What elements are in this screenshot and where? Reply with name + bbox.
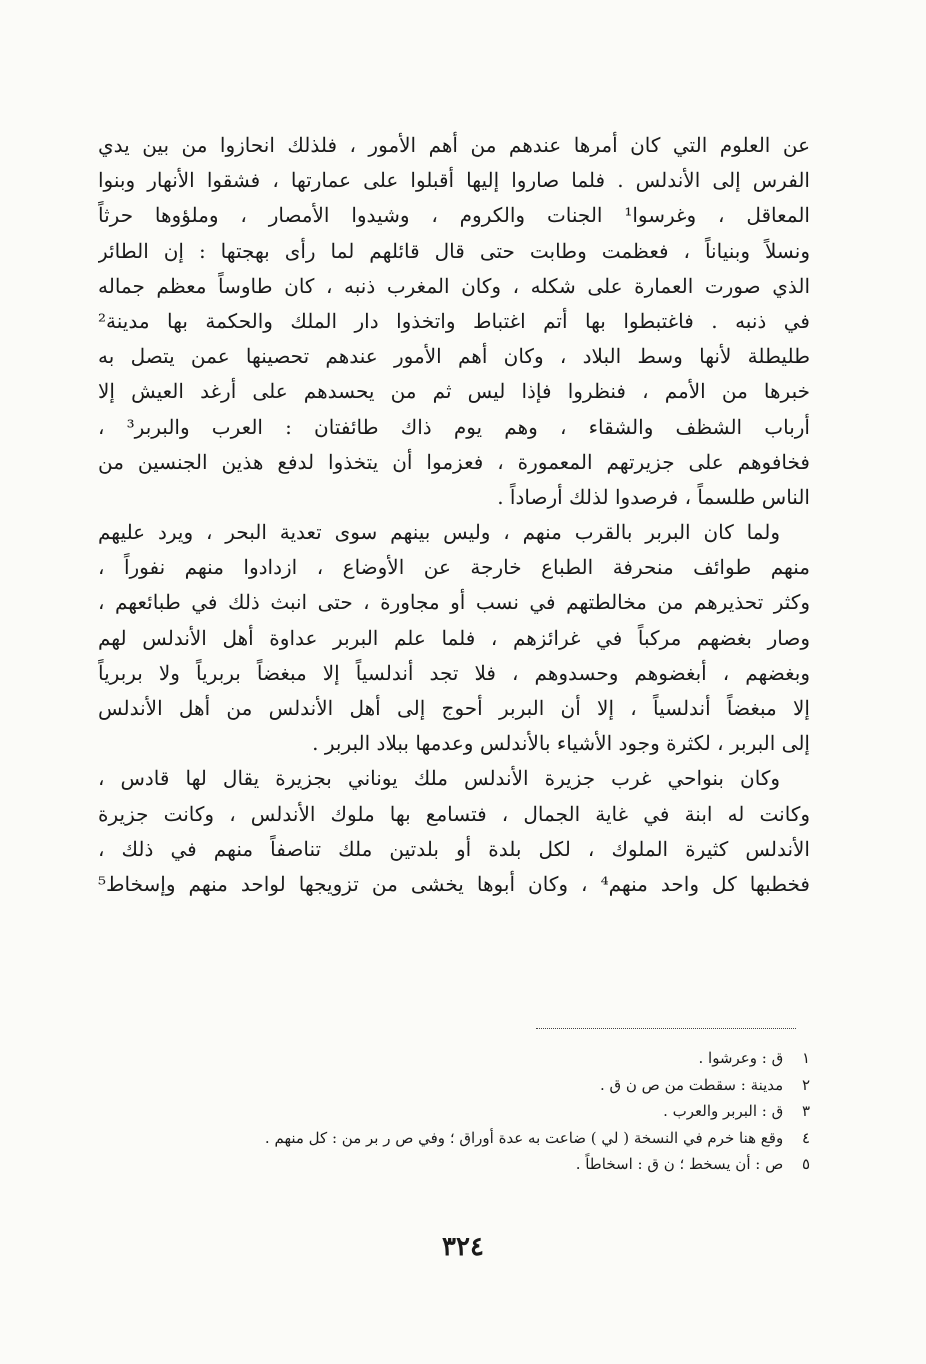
footnote-text: وقع هنا خرم في النسخة ( لي ) ضاعت به عدة أوراق ؛ وفي ص ر بر من : كل منهم . xyxy=(264,1128,784,1147)
text-line: منهم طوائف منحرفة الطباع خارجة عن الأوضاع ، ازدادوا منهم نفوراً ، xyxy=(98,555,810,580)
footnotes xyxy=(110,1045,810,1178)
text-line: وكثر تحذيرهم من مخالطتهم في نسب أو مجاورة ، حتى انبث ذلك في طبائعهم ، xyxy=(98,590,810,615)
paragraph-start-line: وكان بنواحي غرب جزيرة الأندلس ملك يوناني بجزيرة يقال لها قادس ، xyxy=(98,766,780,791)
footnote-text: ص : أن يسخط ؛ ن ق : اسخاطاً . xyxy=(575,1155,784,1173)
footnote xyxy=(110,1072,810,1099)
footnote xyxy=(110,1151,810,1178)
footnote-number: ١ xyxy=(801,1049,810,1067)
text-line: الأندلس كثيرة الملوك ، لكل بلدة أو بلدتين ملك تناصفاً منهم في ذلك ، xyxy=(98,836,810,861)
text-line: الناس طلسماً ، فرصدوا لذلك أرصاداً . xyxy=(497,484,810,509)
text-line: عن العلوم التي كان أمرها عندهم من أهم الأمور ، فلذلك انحازوا من بين يدي xyxy=(98,133,810,157)
paragraph-start-line: ولما كان البربر بالقرب منهم ، وليس بينهم سوى تعدية البحر ، ويرد عليهم xyxy=(98,520,780,545)
text-line: إلا مبغضاً أندلسياً ، إلا أن البربر أحوج إلى أهل الأندلس من أهل الأندلس xyxy=(98,696,810,720)
footnote-text: ق : البربر والعرب . xyxy=(663,1102,784,1120)
text-line: الفرس إلى الأندلس . فلما صاروا إليها أقبلوا على عمارتها ، فشقوا الأنهار وبنوا xyxy=(98,168,810,193)
footnote-number: ٤ xyxy=(801,1128,810,1147)
text-line: ونسلاً وبنياناً ، فعظمت وطابت حتى قال قائلهم لما رأى بهجتها : إن الطائر xyxy=(98,238,810,263)
text-line: المعاقل ، وغرسوا¹ الجنات والكروم ، وشيدوا الأمصار ، وملؤوها حرثاً xyxy=(98,203,810,228)
text-line: خبرها من الأمم ، فنظروا فإذا ليس ثم من يحسدهم على أرغد العيش إلا xyxy=(98,379,810,404)
footnote xyxy=(110,1045,810,1072)
text-line: في ذنبه . فاغتبطوا بها أتم اغتباط واتخذوا دار الملك والحكمة بها مدينة² xyxy=(98,308,810,333)
footnote xyxy=(110,1125,810,1152)
text-line: أرباب الشظف والشقاء ، وهم يوم ذاك طائفتان : العرب والبربر³ ، xyxy=(98,414,810,439)
text-line: طليطلة لأنها وسط البلاد ، وكان أهم الأمور عندهم تحصينها عمن يتصل به xyxy=(98,344,810,369)
text-line: فخافوهم على جزيرتهم المعمورة ، فعزموا أن يتخذوا لدفع هذين الجنسين من xyxy=(98,449,810,474)
footnote-number: ٥ xyxy=(801,1155,810,1173)
text-line: وبغضهم ، أبغضوهم وحسدوهم ، فلا تجد أندلسياً إلا مبغضاً بربرياً ولا بربرياً xyxy=(98,660,810,685)
footnote-number: ٣ xyxy=(801,1102,810,1120)
footnote xyxy=(110,1098,810,1125)
text-line: إلى البربر ، لكثرة وجود الأشياء بالأندلس وعدمها ببلاد البربر . xyxy=(312,731,810,756)
page-number: ٣٢٤ xyxy=(442,1232,484,1262)
text-line: وصار بغضهم مركباً في غرائزهم ، فلما علم البربر عداوة أهل الأندلس لهم xyxy=(98,625,810,650)
footnote-number: ٢ xyxy=(801,1075,810,1094)
text-line: الذي صورت العمارة على شكله ، وكان المغرب ذنبه ، كان طاوساً معظم جماله xyxy=(98,273,810,298)
body-text xyxy=(98,128,810,902)
footnote-text: مدينة : سقطت من ص ن ق . xyxy=(599,1075,784,1094)
text-line: فخطبها كل واحد منهم⁴ ، وكان أبوها يخشى من تزويجها لواحد منهم وإسخاط⁵ xyxy=(98,871,810,896)
text-line: وكانت له ابنة في غاية الجمال ، فتسامع بها ملوك الأندلس ، وكانت جزيرة xyxy=(98,801,810,826)
footnote-separator xyxy=(536,1028,796,1029)
footnote-text: ق : وعرشوا . xyxy=(698,1049,784,1067)
